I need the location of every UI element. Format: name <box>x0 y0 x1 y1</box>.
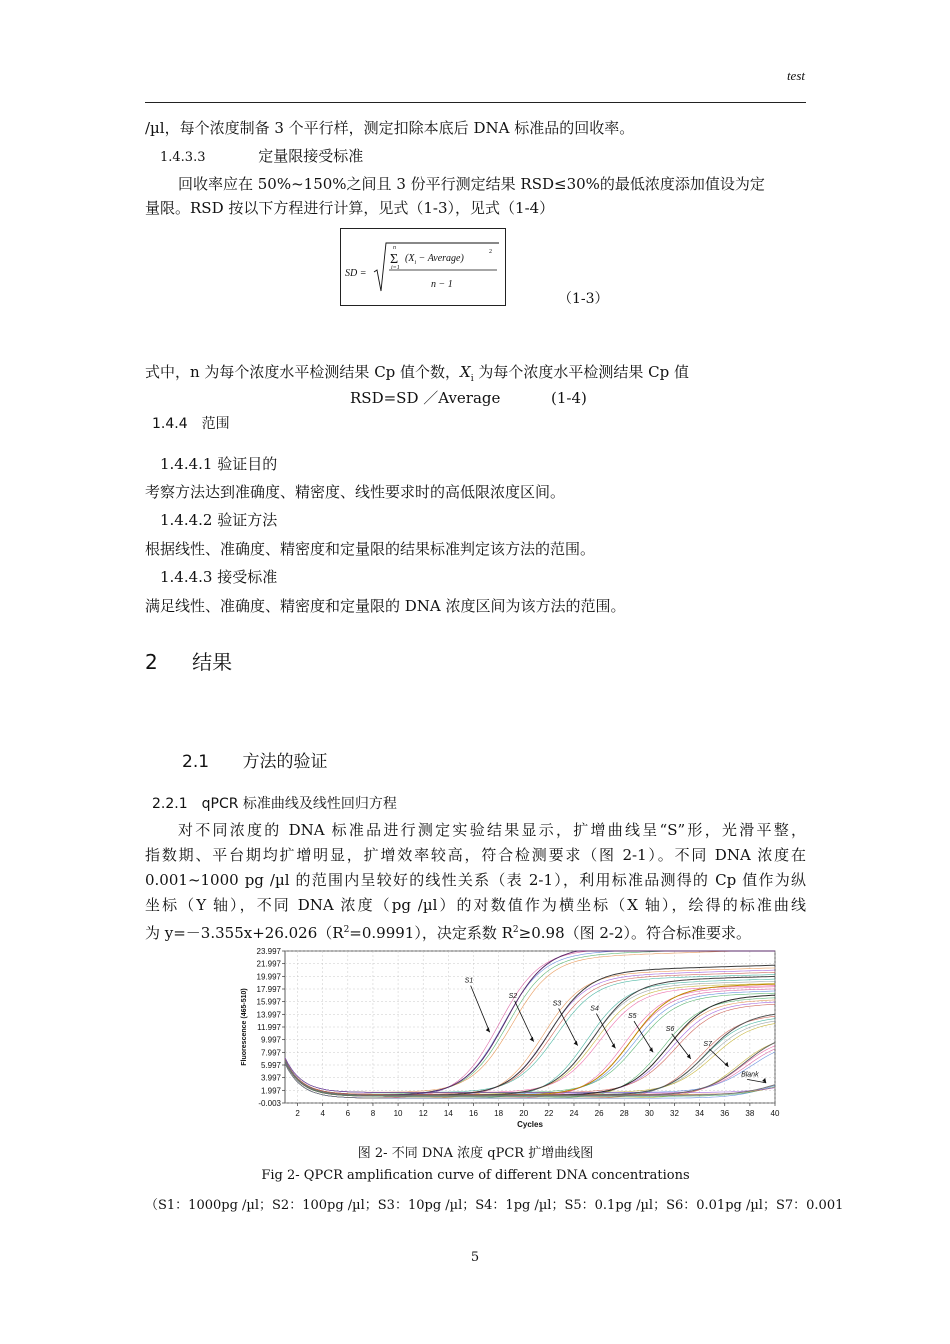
sum-lower: i=1 <box>391 265 400 271</box>
text-span: =0.9991），决定系数 R <box>349 924 513 942</box>
y-tick-label: 17.997 <box>256 985 281 994</box>
denominator: n − 1 <box>431 279 453 290</box>
x-tick-label: 34 <box>695 1109 705 1118</box>
running-header: test <box>786 68 805 83</box>
y-tick-label: 19.997 <box>256 972 281 982</box>
y-tick-label: 3.997 <box>260 1073 281 1083</box>
figure-legend-line: （S1：1000pg /µl；S2：100pg /µl；S3：10pg /µl；S4：1pg /µl；S5：0.1pg /µl；S6：0.01pg /µl；S7：0.001 <box>145 1198 844 1213</box>
paragraph-line: 考察方法达到准确度、精密度、线性要求时的高低限浓度区间。 <box>145 483 566 501</box>
section-221-heading: 2.2.1 qPCR 标准曲线及线性回归方程 <box>152 796 397 812</box>
where-text-rest: 为每个浓度水平检测结果 Cp 值 <box>473 363 690 381</box>
x-tick-label: 8 <box>370 1109 376 1118</box>
equation-rsd: RSD=SD ／Average <box>350 389 501 407</box>
x-tick-label: 26 <box>594 1109 604 1118</box>
section-21-heading <box>182 747 327 772</box>
paragraph-line <box>145 918 806 945</box>
curve-label-s7: S7 <box>703 1040 712 1048</box>
equation-tag-1-4: (1-4) <box>551 389 587 407</box>
y-tick-label: 21.997 <box>256 959 281 969</box>
x-tick-label: 32 <box>670 1109 679 1118</box>
section-1441-heading: 1.4.4.1 验证目的 <box>160 455 278 473</box>
paragraph-line: 指数期、平台期均扩增明显，扩增效率较高，符合检测要求（图 2-1）。不同 DNA 浓度在 <box>145 846 806 864</box>
section-number: 1.4.3.3 <box>160 150 206 165</box>
header-rule <box>145 102 806 103</box>
x-tick-label: 40 <box>770 1109 780 1118</box>
where-text: 式中，n 为每个浓度水平检测结果 Cp 值个数， <box>145 363 461 381</box>
curve-label-s4: S4 <box>590 1005 599 1013</box>
numerator-x: (X <box>405 253 415 264</box>
paragraph-line: 回收率应在 50%~150%之间且 3 份平行测定结果 RSD≤30%的最低浓度添加值设为定 <box>178 175 765 193</box>
y-tick-label: 7.997 <box>260 1048 281 1058</box>
curve-label-s5: S5 <box>628 1013 637 1021</box>
x-tick-label: 10 <box>393 1109 403 1118</box>
x-axis-label: Cycles <box>517 1120 543 1129</box>
chapter-2-heading <box>145 646 232 675</box>
sd-formula <box>341 229 505 305</box>
x-tick-label: 16 <box>469 1109 478 1118</box>
curve-label-blank: Blank <box>741 1071 759 1079</box>
section-144-heading: 1.4.4 范围 <box>152 416 230 432</box>
formula-lhs: SD = <box>345 268 367 279</box>
section-title: 方法的验证 <box>242 752 328 772</box>
figure-caption-cn: 图 2- 不同 DNA 浓度 qPCR 扩增曲线图 <box>357 1146 594 1161</box>
x-tick-label: 14 <box>443 1109 453 1118</box>
sigma-symbol: Σ <box>390 252 399 267</box>
section-1443-heading: 1.4.4.3 接受标准 <box>160 568 278 586</box>
x-tick-label: 12 <box>418 1109 428 1118</box>
y-tick-label: 23.997 <box>256 947 281 956</box>
figure-caption-en: Fig 2- QPCR amplification curve of different DNA concentrations <box>261 1168 690 1183</box>
curve-label-s6: S6 <box>665 1025 675 1033</box>
x-tick-label: 38 <box>745 1109 755 1118</box>
xi-var: X <box>460 363 471 381</box>
paragraph-line: 坐标（Y 轴），不同 DNA 浓度（pg /µl）的对数值作为横坐标（X 轴），绘得的标准曲线 <box>145 896 806 914</box>
x-tick-label: 30 <box>644 1109 654 1118</box>
numerator <box>405 253 464 266</box>
xi-sub: i <box>470 374 474 384</box>
x-tick-label: 36 <box>720 1109 730 1118</box>
numerator-power: 2 <box>489 249 492 255</box>
paragraph-line: 0.001~1000 pg /µl 的范围内呈较好的线性关系（表 2-1），利用标准品测得的 Cp 值作为纵 <box>145 871 806 889</box>
paragraph-line: 对不同浓度的 DNA 标准品进行测定实验结果显示，扩增曲线呈“S”形，光滑平整， <box>178 821 806 839</box>
section-1433-heading <box>160 145 363 166</box>
chart-grid <box>285 951 775 1103</box>
numerator-rest: − Average) <box>416 253 464 264</box>
section-title: 定量限接受标准 <box>258 147 364 165</box>
superscript: 2 <box>512 925 519 935</box>
qpcr-amplification-figure <box>235 945 780 1133</box>
x-tick-label: 2 <box>295 1109 300 1118</box>
y-tick-label: 5.997 <box>260 1061 281 1070</box>
x-tick-label: 22 <box>544 1109 554 1118</box>
formula-sd-box <box>340 228 506 306</box>
curve-label-s2: S2 <box>508 992 518 1000</box>
curve-label-s1: S1 <box>464 977 474 985</box>
paragraph-line: 满足线性、准确度、精密度和定量限的 DNA 浓度区间为该方法的范围。 <box>145 597 626 615</box>
sum-upper: n <box>393 245 396 251</box>
numerator-sub: i <box>414 260 417 266</box>
chapter-number: 2 <box>145 650 158 674</box>
x-tick-label: 28 <box>619 1109 629 1118</box>
y-tick-label: 13.997 <box>256 1010 281 1020</box>
x-tick-label: 6 <box>345 1109 351 1118</box>
section-number: 2.1 <box>182 752 210 772</box>
x-tick-label: 20 <box>519 1109 529 1118</box>
superscript: 2 <box>343 925 350 935</box>
y-axis-label: Fluorescence (465-510) <box>241 988 248 1066</box>
x-tick-label: 4 <box>320 1109 325 1118</box>
paragraph-line: 根据线性、准确度、精密度和定量限的结果标准判定该方法的范围。 <box>145 540 596 558</box>
y-tick-label: -0.003 <box>258 1099 281 1108</box>
equation-tag-1-3: （1-3） <box>558 291 609 307</box>
curve-label-s3: S3 <box>552 1000 562 1008</box>
qpcr-chart <box>235 945 780 1133</box>
y-tick-label: 15.997 <box>256 997 281 1007</box>
x-tick-label: 24 <box>569 1109 579 1118</box>
y-tick-label: 1.997 <box>260 1086 281 1096</box>
paragraph-line: /µl，每个浓度制备 3 个平行样，测定扣除本底后 DNA 标准品的回收率。 <box>145 119 635 137</box>
text-span: 为 y=－3.355x+26.026（R <box>145 924 344 942</box>
paragraph-line: 量限。RSD 按以下方程进行计算，见式（1-3），见式（1-4） <box>145 199 555 217</box>
chapter-title: 结果 <box>192 650 233 674</box>
section-1442-heading: 1.4.4.2 验证方法 <box>160 511 278 529</box>
y-tick-label: 9.997 <box>260 1035 281 1045</box>
page-number: 5 <box>470 1250 480 1265</box>
text-span: ≥0.98（图 2-2）。符合标准要求。 <box>518 924 752 942</box>
x-tick-label: 18 <box>494 1109 504 1118</box>
y-tick-label: 11.997 <box>257 1023 281 1032</box>
